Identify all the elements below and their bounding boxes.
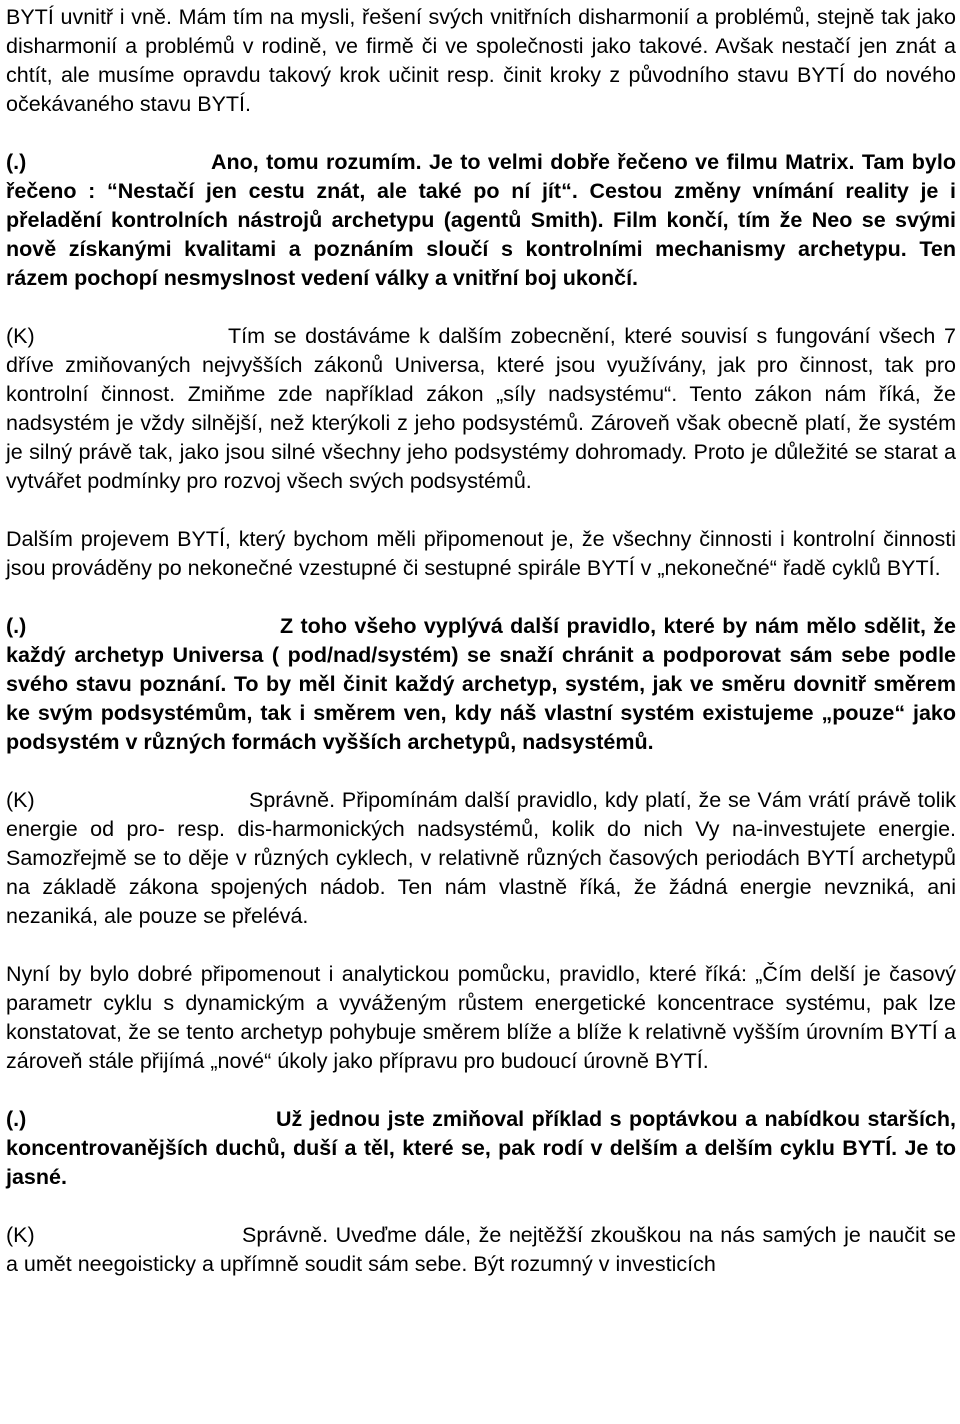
paragraph-text: Už jednou jste zmiňoval příklad s poptávkou a nabídkou starších, koncentrovanějších duchů, duší a těl, které se, pak rodí v delším a delším cyklu BYTÍ. Je to jasné. <box>6 1107 956 1189</box>
paragraph-text: BYTÍ uvnitř i vně. Mám tím na mysli, řešení svých vnitřních disharmonií a problémů, stejně tak jako disharmonií a problémů v rodině, ve firmě či ve společnosti jako takové. Avšak nestačí jen znát a chtít, ale musíme opravdu takový krok učinit resp. činit kroky z původního stavu BYTÍ do nového očekávaného stavu BYTÍ. <box>6 5 956 116</box>
speaker-label: (.) <box>6 614 27 638</box>
paragraph-pomucka <box>6 960 956 1076</box>
paragraph-energie <box>6 786 956 931</box>
paragraph-text: Nyní by bylo dobré připomenout i analytickou pomůcku, pravidlo, které říká: „Čím delší je časový parametr cyklu s dynamickým a vyváženým růstem energetické koncentrace systému, pak lze konstatovat, že se tento archetyp pohybuje směrem blíže a blíže k relativně vyšším úrovním BYTÍ a zároveň stále přijímá „nové“ úkoly jako přípravu pro budoucí úrovně BYTÍ. <box>6 962 956 1073</box>
speaker-label: (.) <box>6 150 27 174</box>
paragraph-matrix <box>6 148 956 293</box>
document-page <box>6 0 956 1279</box>
paragraph-text: Správně. Uveďme dále, že nejtěžší zkouškou na nás samých je naučit se a umět neegoisticky a upřímně soudit sám sebe. Být rozumný v investicích <box>6 1223 956 1276</box>
speaker-label: (K) <box>6 324 35 348</box>
paragraph-archetyp <box>6 612 956 757</box>
speaker-label: (.) <box>6 1107 27 1131</box>
paragraph-byti-intro <box>6 3 956 119</box>
paragraph-text: Z toho všeho vyplývá další pravidlo, které by nám mělo sdělit, že každý archetyp Universa ( pod/nad/systém) se snaží chránit a podporovat sám sebe podle svého stavu poznání. To by měl činit každý archetyp, systém, jak ve směru dovnitř směrem ke svým podsystémům, tak i směrem ven, kdy náš vlastní systém existujeme „pouze“ jako podsystém v různých formách vyšších archetypů, nadsystémů. <box>6 614 956 754</box>
paragraph-spirala <box>6 525 956 583</box>
paragraph-text: Tím se dostáváme k dalším zobecnění, které souvisí s fungování všech 7 dříve zmiňovaných nejvyšších zákonů Universa, které jsou využívány, jak pro činnost, tak pro kontrolní činnost. Zmiňme zde například zákon „síly nadsystému“. Tento zákon nám říká, že nadsystém je vždy silnější, než kterýkoli z jeho podsystémů. Zároveň však obecně platí, že systém je silný právě tak, jako jsou silné všechny jeho podsystémy dohromady. Proto je důležité se starat a vytvářet podmínky pro rozvoj všech svých podsystémů. <box>6 324 956 493</box>
paragraph-zkouska <box>6 1221 956 1279</box>
paragraph-text: Ano, tomu rozumím. Je to velmi dobře řečeno ve filmu Matrix. Tam bylo řečeno : “Nestačí jen cestu znát, ale také po ní jít“. Cestou změny vnímání reality je i přeladění kontrolních nástrojů archetypu (agentů Smith). Film končí, tím že Neo se svými nově získanými kvalitami a poznáním sloučí s kontrolními mechanismy archetypu. Ten rázem pochopí nesmyslnost vedení války a vnitřní boj ukončí. <box>6 150 956 290</box>
paragraph-text: Správně. Připomínám další pravidlo, kdy platí, že se Vám vrátí právě tolik energie od pro- resp. dis-harmonických nadsystémů, kolik do nich Vy na-investujete energie. Samozřejmě se to děje v různých cyklech, v relativně různých časových periodách BYTÍ archetypů na základě zákona spojených nádob. Ten nám vlastně říká, že žádná energie nevzniká, ani nezaniká, ale pouze se přelévá. <box>6 788 956 928</box>
paragraph-nadsystem <box>6 322 956 496</box>
speaker-label: (K) <box>6 1223 35 1247</box>
speaker-label: (K) <box>6 788 35 812</box>
paragraph-poptavka <box>6 1105 956 1192</box>
paragraph-text: Dalším projevem BYTÍ, který bychom měli připomenout je, že všechny činnosti i kontrolní činnosti jsou prováděny po nekonečné vzestupné či sestupné spirále BYTÍ v „nekonečné“ řadě cyklů BYTÍ. <box>6 527 956 580</box>
